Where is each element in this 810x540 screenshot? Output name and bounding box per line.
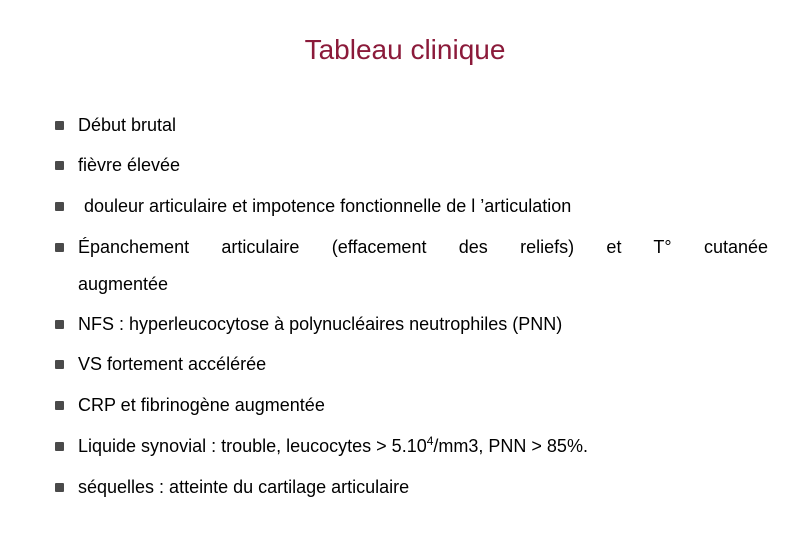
square-bullet-icon <box>55 121 64 130</box>
bullet-text-before: Liquide synovial : trouble, leucocytes > 5.10 <box>78 436 427 456</box>
square-bullet-icon <box>55 442 64 451</box>
square-bullet-icon <box>55 483 64 492</box>
bullet-text-after: /mm3, PNN > 85%. <box>433 436 588 456</box>
slide-title: Tableau clinique <box>304 34 506 65</box>
square-bullet-icon <box>55 401 64 410</box>
square-bullet-icon <box>55 320 64 329</box>
bullet-text: Début brutal <box>78 115 177 135</box>
square-bullet-icon <box>55 243 64 252</box>
bullet-text: NFS : hyperleucocytose à polynucléaires neutrophiles (PNN) <box>78 314 563 334</box>
bullet-text <box>78 435 588 457</box>
bullet-text-line1: Épanchement articulaire (effacement des reliefs) et T° cutanée <box>78 237 768 257</box>
square-bullet-icon <box>55 161 64 170</box>
bullet-text: VS fortement accélérée <box>78 354 267 374</box>
bullet-text: fièvre élevée <box>78 155 181 175</box>
bullet-text-line2: augmentée <box>78 274 169 294</box>
bullet-text: douleur articulaire et impotence fonctionnelle de l ’articulation <box>84 196 572 216</box>
square-bullet-icon <box>55 202 64 211</box>
bullet-text: CRP et fibrinogène augmentée <box>78 395 325 415</box>
superscript-exponent: 4 <box>426 434 434 448</box>
bullet-text: séquelles : atteinte du cartilage articulaire <box>78 477 410 497</box>
square-bullet-icon <box>55 360 64 369</box>
